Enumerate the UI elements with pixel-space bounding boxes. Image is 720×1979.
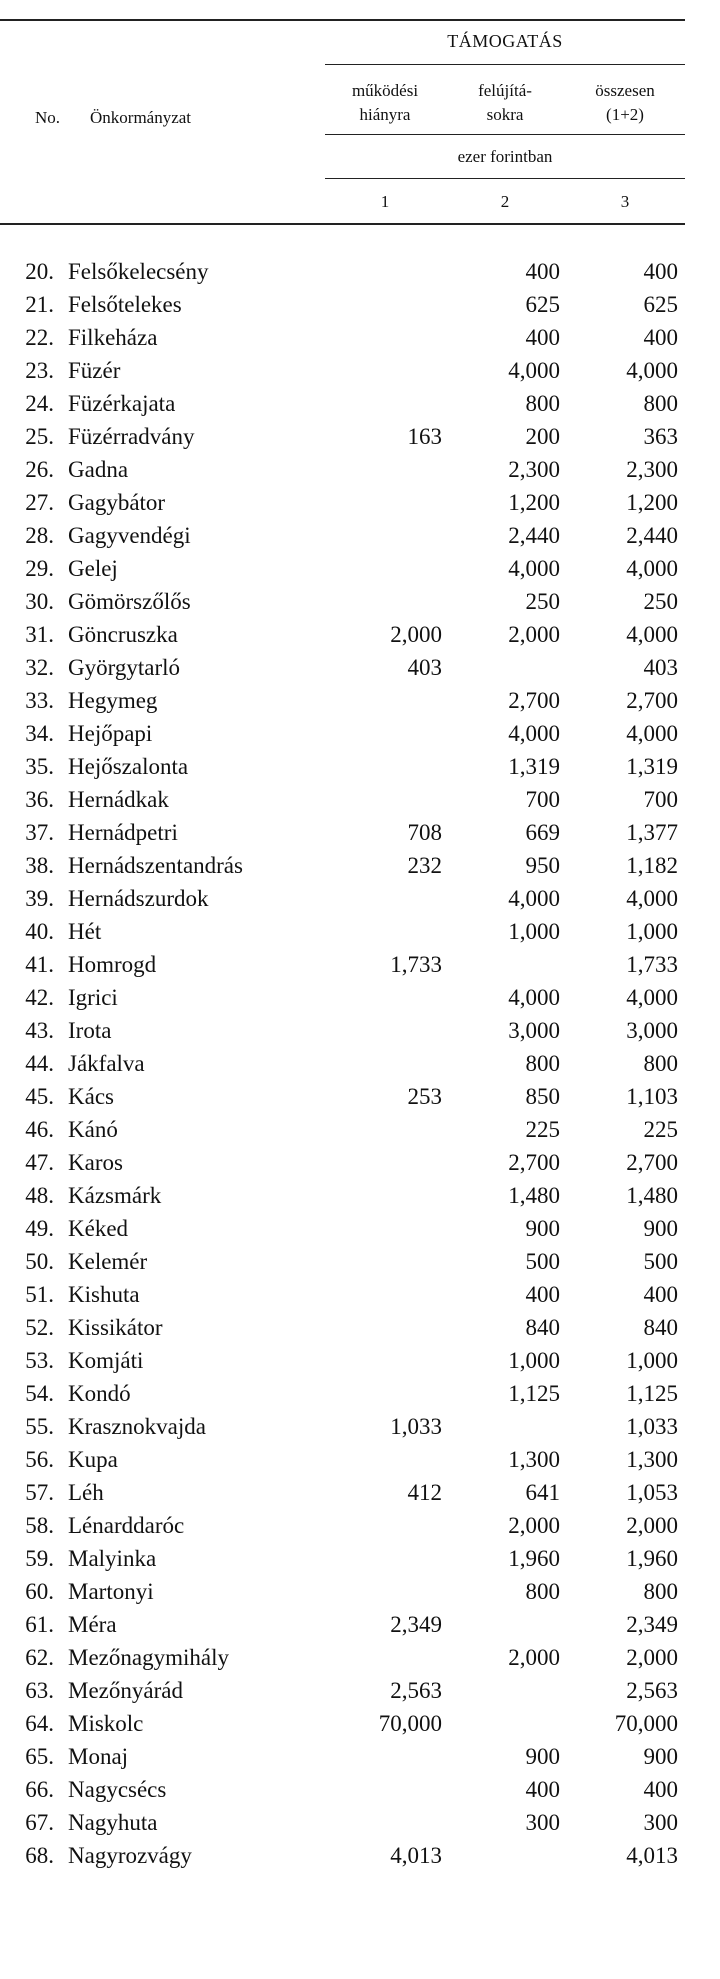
- colnum-rule: [325, 178, 685, 179]
- row-municipality: Hét: [68, 919, 102, 944]
- support-heading: TÁMOGATÁS: [447, 31, 563, 51]
- no-heading: No.: [35, 108, 61, 127]
- row-total: 625: [643, 292, 678, 317]
- row-total: 400: [643, 259, 678, 284]
- row-total: 4,013: [626, 1843, 678, 1868]
- table-row: [0, 453, 720, 486]
- row-number: 68.: [25, 1843, 54, 1868]
- row-renovation: 2,300: [508, 457, 560, 482]
- row-municipality: Hegymeg: [68, 688, 158, 713]
- table-row: [0, 651, 720, 684]
- table-row: [0, 1575, 720, 1608]
- col3-number: 3: [620, 192, 630, 211]
- table-row: [0, 585, 720, 618]
- row-total: 1,300: [626, 1447, 678, 1472]
- row-number: 39.: [25, 886, 54, 911]
- row-municipality: Kupa: [68, 1447, 118, 1472]
- table-row: [0, 1476, 720, 1509]
- row-number: 62.: [25, 1645, 54, 1670]
- table-row: [0, 618, 720, 651]
- row-renovation: 900: [525, 1744, 560, 1769]
- table-row: [0, 1212, 720, 1245]
- row-total: 2,700: [626, 688, 678, 713]
- row-total: 1,000: [626, 919, 678, 944]
- row-municipality: Nagycsécs: [68, 1777, 167, 1802]
- row-total: 250: [643, 589, 678, 614]
- row-renovation: 625: [525, 292, 560, 317]
- row-municipality: Kéked: [68, 1216, 129, 1241]
- table-row: [0, 1443, 720, 1476]
- row-number: 35.: [25, 754, 54, 779]
- col1-heading-line2: hiányra: [359, 105, 411, 124]
- row-municipality: Mezőnagymihály: [68, 1645, 229, 1670]
- row-renovation: 4,000: [508, 721, 560, 746]
- row-renovation: 1,960: [508, 1546, 560, 1571]
- row-number: 23.: [25, 358, 54, 383]
- row-operating-deficit: 1,733: [390, 952, 442, 977]
- row-total: 400: [643, 1282, 678, 1307]
- row-total: 1,033: [626, 1414, 678, 1439]
- row-total: 1,733: [626, 952, 678, 977]
- table-row: [0, 1608, 720, 1641]
- row-municipality: Lénarddaróc: [68, 1513, 185, 1538]
- row-municipality: Méra: [68, 1612, 117, 1637]
- table-row: [0, 882, 720, 915]
- col1-heading-line1: működési: [351, 81, 419, 100]
- table-row: [0, 321, 720, 354]
- table-row: [0, 486, 720, 519]
- row-renovation: 1,319: [508, 754, 560, 779]
- row-number: 61.: [25, 1612, 54, 1637]
- row-number: 67.: [25, 1810, 54, 1835]
- row-municipality: Kánó: [68, 1117, 118, 1142]
- municipality-heading: Önkormányzat: [90, 108, 192, 127]
- row-total: 400: [643, 325, 678, 350]
- row-total: 2,300: [626, 457, 678, 482]
- row-number: 28.: [25, 523, 54, 548]
- table-row: [0, 1146, 720, 1179]
- row-number: 59.: [25, 1546, 54, 1571]
- row-renovation: 2,700: [508, 688, 560, 713]
- row-total: 1,319: [626, 754, 678, 779]
- row-municipality: Kishuta: [68, 1282, 140, 1307]
- row-number: 43.: [25, 1018, 54, 1043]
- row-municipality: Irota: [68, 1018, 112, 1043]
- row-total: 800: [643, 1051, 678, 1076]
- row-number: 37.: [25, 820, 54, 845]
- row-municipality: Gömörszőlős: [68, 589, 191, 614]
- table-row: [0, 717, 720, 750]
- row-operating-deficit: 4,013: [390, 1843, 442, 1868]
- row-municipality: Hernádpetri: [68, 820, 178, 845]
- row-number: 27.: [25, 490, 54, 515]
- row-total: 2,700: [626, 1150, 678, 1175]
- row-renovation: 700: [525, 787, 560, 812]
- row-municipality: Filkeháza: [68, 325, 158, 350]
- unit-label: ezer forintban: [457, 147, 553, 166]
- table-row: [0, 816, 720, 849]
- row-municipality: Hernádszurdok: [68, 886, 209, 911]
- row-renovation: 225: [525, 1117, 560, 1142]
- row-municipality: Göncruszka: [68, 622, 178, 647]
- row-municipality: Hernádkak: [68, 787, 169, 812]
- row-renovation: 400: [525, 325, 560, 350]
- row-renovation: 2,700: [508, 1150, 560, 1175]
- row-number: 41.: [25, 952, 54, 977]
- row-number: 36.: [25, 787, 54, 812]
- row-municipality: Füzérradvány: [68, 424, 195, 449]
- row-total: 800: [643, 1579, 678, 1604]
- row-municipality: Komjáti: [68, 1348, 144, 1373]
- row-total: 1,182: [626, 853, 678, 878]
- row-total: 3,000: [626, 1018, 678, 1043]
- table-row: [0, 750, 720, 783]
- row-total: 2,349: [626, 1612, 678, 1637]
- row-number: 20.: [25, 259, 54, 284]
- col2-heading-line1: felújítá-: [478, 81, 532, 100]
- row-number: 21.: [25, 292, 54, 317]
- table-row: [0, 1377, 720, 1410]
- row-total: 900: [643, 1744, 678, 1769]
- table-row: [0, 783, 720, 816]
- row-municipality: Felsőkelecsény: [68, 259, 209, 284]
- row-municipality: Füzér: [68, 358, 121, 383]
- row-operating-deficit: 253: [407, 1084, 442, 1109]
- col3-heading-line1: összesen: [595, 81, 655, 100]
- support-rule: [325, 64, 685, 65]
- table-row: [0, 1311, 720, 1344]
- table-row: [0, 387, 720, 420]
- table-row: [0, 1674, 720, 1707]
- row-municipality: Nagyhuta: [68, 1810, 158, 1835]
- row-number: 63.: [25, 1678, 54, 1703]
- table-row: [0, 1245, 720, 1278]
- row-municipality: Krasznokvajda: [68, 1414, 206, 1439]
- table-row: [0, 1740, 720, 1773]
- table-row: [0, 915, 720, 948]
- row-municipality: Kissikátor: [68, 1315, 163, 1340]
- row-total: 900: [643, 1216, 678, 1241]
- row-number: 52.: [25, 1315, 54, 1340]
- row-renovation: 4,000: [508, 556, 560, 581]
- row-renovation: 1,000: [508, 919, 560, 944]
- row-total: 1,125: [626, 1381, 678, 1406]
- row-municipality: Gadna: [68, 457, 129, 482]
- table-row: [0, 1806, 720, 1839]
- table-row: [0, 354, 720, 387]
- table-row: [0, 288, 720, 321]
- header-bottom-rule: [0, 223, 685, 225]
- row-number: 50.: [25, 1249, 54, 1274]
- table-row: [0, 1542, 720, 1575]
- row-operating-deficit: 1,033: [390, 1414, 442, 1439]
- row-renovation: 1,480: [508, 1183, 560, 1208]
- row-number: 34.: [25, 721, 54, 746]
- row-total: 300: [643, 1810, 678, 1835]
- row-number: 22.: [25, 325, 54, 350]
- row-municipality: Hejőpapi: [68, 721, 153, 746]
- row-total: 400: [643, 1777, 678, 1802]
- table-row: [0, 1641, 720, 1674]
- row-operating-deficit: 2,563: [390, 1678, 442, 1703]
- row-renovation: 4,000: [508, 886, 560, 911]
- row-total: 4,000: [626, 358, 678, 383]
- row-total: 800: [643, 391, 678, 416]
- row-renovation: 1,125: [508, 1381, 560, 1406]
- row-total: 4,000: [626, 886, 678, 911]
- row-operating-deficit: 2,349: [390, 1612, 442, 1637]
- row-municipality: Monaj: [68, 1744, 129, 1769]
- row-number: 45.: [25, 1084, 54, 1109]
- row-operating-deficit: 163: [407, 424, 442, 449]
- row-municipality: Hernádszentandrás: [68, 853, 243, 878]
- table-row: [0, 1773, 720, 1806]
- row-total: 1,960: [626, 1546, 678, 1571]
- row-municipality: Jákfalva: [68, 1051, 145, 1076]
- row-number: 65.: [25, 1744, 54, 1769]
- row-number: 54.: [25, 1381, 54, 1406]
- row-municipality: Nagyrozvágy: [68, 1843, 192, 1868]
- row-municipality: Kelemér: [68, 1249, 148, 1274]
- table-row: [0, 948, 720, 981]
- row-operating-deficit: 412: [407, 1480, 442, 1505]
- row-number: 47.: [25, 1150, 54, 1175]
- top-rule: [0, 19, 685, 21]
- table-row: [0, 1179, 720, 1212]
- row-renovation: 850: [525, 1084, 560, 1109]
- row-total: 700: [643, 787, 678, 812]
- row-renovation: 2,000: [508, 1513, 560, 1538]
- col2-number: 2: [500, 192, 510, 211]
- row-renovation: 840: [525, 1315, 560, 1340]
- col1-number: 1: [380, 192, 390, 211]
- table-row: [0, 552, 720, 585]
- col2-heading-line2: sokra: [486, 105, 524, 124]
- row-number: 33.: [25, 688, 54, 713]
- row-operating-deficit: 232: [407, 853, 442, 878]
- row-municipality: Miskolc: [68, 1711, 144, 1736]
- table-row: [0, 1278, 720, 1311]
- row-municipality: Kázsmárk: [68, 1183, 162, 1208]
- row-renovation: 641: [525, 1480, 560, 1505]
- row-municipality: Malyinka: [68, 1546, 157, 1571]
- row-total: 225: [643, 1117, 678, 1142]
- row-renovation: 800: [525, 391, 560, 416]
- row-renovation: 2,440: [508, 523, 560, 548]
- unit-rule: [325, 134, 685, 135]
- table-row: [0, 684, 720, 717]
- row-renovation: 800: [525, 1051, 560, 1076]
- row-municipality: Karos: [68, 1150, 123, 1175]
- row-renovation: 200: [525, 424, 560, 449]
- row-total: 1,103: [626, 1084, 678, 1109]
- row-renovation: 1,200: [508, 490, 560, 515]
- row-number: 29.: [25, 556, 54, 581]
- row-number: 55.: [25, 1414, 54, 1439]
- row-total: 1,377: [626, 820, 678, 845]
- row-renovation: 400: [525, 259, 560, 284]
- table-row: [0, 849, 720, 882]
- table-row: [0, 1707, 720, 1740]
- row-total: 2,000: [626, 1645, 678, 1670]
- row-total: 70,000: [614, 1711, 678, 1736]
- row-municipality: Léh: [68, 1480, 104, 1505]
- row-number: 26.: [25, 457, 54, 482]
- row-municipality: Füzérkajata: [68, 391, 176, 416]
- row-renovation: 1,000: [508, 1348, 560, 1373]
- row-renovation: 1,300: [508, 1447, 560, 1472]
- row-number: 25.: [25, 424, 54, 449]
- row-municipality: Gagybátor: [68, 490, 166, 515]
- row-total: 2,440: [626, 523, 678, 548]
- row-number: 42.: [25, 985, 54, 1010]
- table-row: [0, 1509, 720, 1542]
- row-renovation: 3,000: [508, 1018, 560, 1043]
- row-total: 500: [643, 1249, 678, 1274]
- table-row: [0, 255, 720, 288]
- row-total: 840: [643, 1315, 678, 1340]
- table-row: [0, 420, 720, 453]
- col3-heading-line2: (1+2): [606, 105, 644, 124]
- row-municipality: Homrogd: [68, 952, 157, 977]
- row-renovation: 400: [525, 1777, 560, 1802]
- row-number: 57.: [25, 1480, 54, 1505]
- row-renovation: 300: [525, 1810, 560, 1835]
- row-municipality: Kács: [68, 1084, 114, 1109]
- table-row: [0, 1113, 720, 1146]
- row-number: 53.: [25, 1348, 54, 1373]
- row-renovation: 900: [525, 1216, 560, 1241]
- row-total: 4,000: [626, 985, 678, 1010]
- row-municipality: Igrici: [68, 985, 118, 1010]
- row-number: 56.: [25, 1447, 54, 1472]
- row-number: 30.: [25, 589, 54, 614]
- row-total: 363: [643, 424, 678, 449]
- row-number: 51.: [25, 1282, 54, 1307]
- row-number: 48.: [25, 1183, 54, 1208]
- row-number: 49.: [25, 1216, 54, 1241]
- row-number: 60.: [25, 1579, 54, 1604]
- row-number: 66.: [25, 1777, 54, 1802]
- row-renovation: 500: [525, 1249, 560, 1274]
- table-row: [0, 519, 720, 552]
- row-total: 4,000: [626, 556, 678, 581]
- row-total: 2,000: [626, 1513, 678, 1538]
- row-total: 4,000: [626, 622, 678, 647]
- row-number: 24.: [25, 391, 54, 416]
- table-row: [0, 1014, 720, 1047]
- row-total: 1,000: [626, 1348, 678, 1373]
- row-number: 64.: [25, 1711, 54, 1736]
- row-renovation: 250: [525, 589, 560, 614]
- table-row: [0, 1410, 720, 1443]
- row-total: 1,053: [626, 1480, 678, 1505]
- table-body: [0, 255, 720, 1872]
- row-total: 1,200: [626, 490, 678, 515]
- row-total: 403: [643, 655, 678, 680]
- row-renovation: 669: [525, 820, 560, 845]
- row-operating-deficit: 403: [407, 655, 442, 680]
- table-row: [0, 1344, 720, 1377]
- row-number: 46.: [25, 1117, 54, 1142]
- row-total: 2,563: [626, 1678, 678, 1703]
- table-row: [0, 981, 720, 1014]
- row-number: 31.: [25, 622, 54, 647]
- row-renovation: 2,000: [508, 622, 560, 647]
- row-operating-deficit: 70,000: [378, 1711, 442, 1736]
- row-renovation: 2,000: [508, 1645, 560, 1670]
- row-number: 38.: [25, 853, 54, 878]
- row-operating-deficit: 708: [407, 820, 442, 845]
- row-municipality: Hejőszalonta: [68, 754, 189, 779]
- row-municipality: Mezőnyárád: [68, 1678, 183, 1703]
- row-number: 40.: [25, 919, 54, 944]
- table-row: [0, 1047, 720, 1080]
- row-renovation: 950: [525, 853, 560, 878]
- row-total: 4,000: [626, 721, 678, 746]
- row-municipality: Martonyi: [68, 1579, 154, 1604]
- row-municipality: Gagyvendégi: [68, 523, 191, 548]
- row-number: 58.: [25, 1513, 54, 1538]
- row-renovation: 400: [525, 1282, 560, 1307]
- row-total: 1,480: [626, 1183, 678, 1208]
- row-renovation: 4,000: [508, 358, 560, 383]
- table-row: [0, 1839, 720, 1872]
- row-renovation: 4,000: [508, 985, 560, 1010]
- row-operating-deficit: 2,000: [390, 622, 442, 647]
- row-municipality: Kondó: [68, 1381, 131, 1406]
- row-renovation: 800: [525, 1579, 560, 1604]
- row-number: 32.: [25, 655, 54, 680]
- row-municipality: Felsőtelekes: [68, 292, 182, 317]
- table-row: [0, 1080, 720, 1113]
- row-municipality: Gelej: [68, 556, 118, 581]
- row-number: 44.: [25, 1051, 54, 1076]
- row-municipality: Györgytarló: [68, 655, 181, 680]
